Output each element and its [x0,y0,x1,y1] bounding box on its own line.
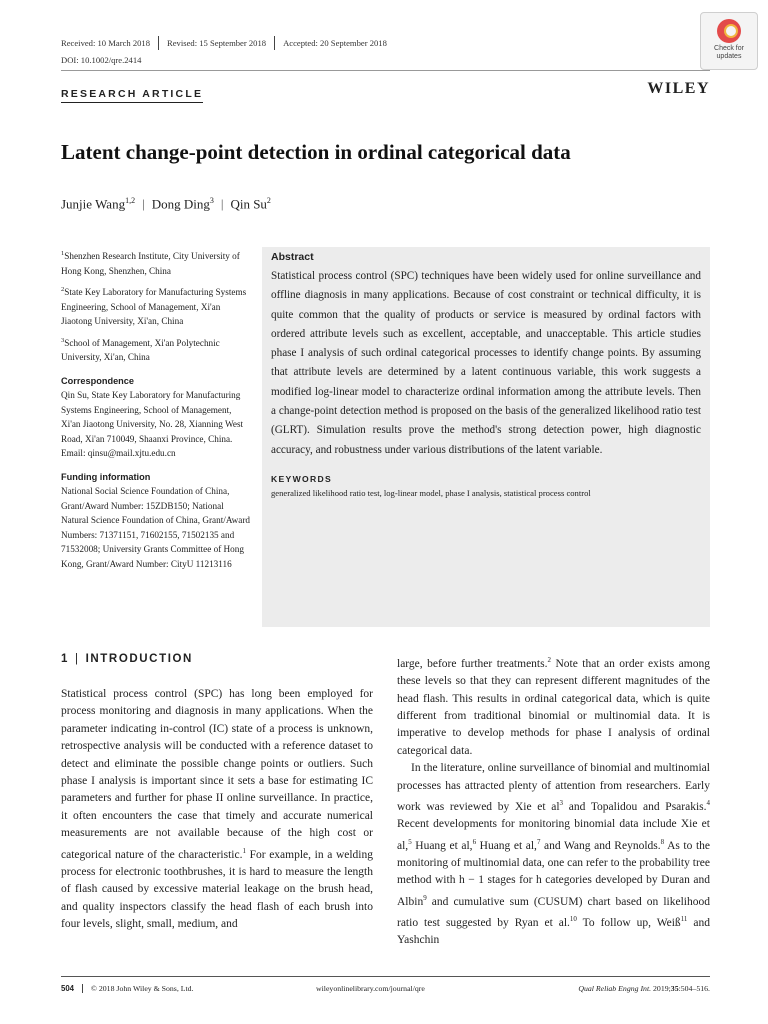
article-dates [61,36,403,50]
received-date: Received: 10 March 2018 [61,36,159,50]
abstract-box [262,247,710,627]
header-divider [61,70,710,71]
funding-text: National Social Science Foundation of China, Grant/Award Number: 15ZDB150; National Natural Science Foundation of China, Grant/Award Numbers: 71371151, 71602155, 71502135 and 71532008; University Grants Committee of Hong Kong, Grant/Award Number: CityU 11213116 [61,486,250,569]
author-name: Junjie Wang [61,196,126,212]
copyright: © 2018 John Wiley & Sons, Ltd. [91,984,194,993]
author-separator: | [142,196,145,212]
citation-ref[interactable]: 9 [423,893,427,902]
check-for-updates-label-2: updates [716,53,742,60]
sidebar-info [61,247,251,571]
correspondence-heading: Correspondence [61,375,135,386]
doi[interactable]: DOI: 10.1002/qre.2414 [61,55,142,65]
author-list [61,196,271,212]
footer-left [61,984,194,993]
citation-ref[interactable]: 1 [242,846,246,855]
journal-url[interactable]: wileyonlinelibrary.com/journal/qre [316,984,425,993]
citation-ref[interactable]: 5 [408,837,412,846]
citation-ref[interactable]: 10 [569,915,577,923]
author-affil-ref: 3 [209,196,214,205]
author-separator: | [220,196,224,212]
citation-ref[interactable]: 4 [706,799,710,808]
citation-ref[interactable]: 3 [559,799,564,808]
citation-ref[interactable]: 2 [547,656,551,664]
paragraph: Statistical process control (SPC) has long been employed for process monitoring and diagnosis in many applications. When the parameter indicating in-control (IC) state of a process is unknown, retrospective analysis will be conducted with a reference dataset to detect and eliminate the possible change points or outliers. Such phase I analysis is important since it sets a base for estimating IC parameters and further for phase II online surveillance. In practice, it often encounters the case that timely and accurate numerical measurements are not available because of the high cost or categorical nature of the characteristic.$^1$ For example, in a welding process for electronic toothbrushes, it is hard to measure the length of flash caused by excessive material leakage on the brush head, and quality inspectors classify the head flash of each brush into four levels, slight, small, medium, and [61,688,373,931]
abstract-heading: Abstract [271,251,314,263]
author-name: Qin Su [230,196,267,212]
section-title: INTRODUCTION [85,653,193,665]
publisher-logo: WILEY [647,80,710,97]
correspondence-text: Qin Su, State Key Laboratory for Manufacturing Systems Engineering, School of Management, Xi'an Jiaotong University, No. 28, Xianning West Road, Xi'an 710049, Shaanxi Province, China. Email: qinsu@mail.xjtu.edu.cn [61,390,244,459]
author-affil-ref: 1,2 [125,196,136,205]
article-type: RESEARCH ARTICLE [61,88,203,103]
paragraph: large, before further treatments.$^2$ Note that an order exists among these levels so that they can represent different magnitudes of the head flash. This results in ordinal categorical data, which is quite different from traditional binomial or multinomial data. It is imperative to develop methods for phase I analysis of ordinal categorical data. [397,656,710,757]
body-column-right [397,652,710,950]
revised-date: Revised: 15 September 2018 [167,36,275,50]
journal-citation: Qual Reliab Engng Int. 2019;35:504–516. [578,984,710,993]
check-for-updates-icon [717,19,741,43]
author-name: Dong Ding [151,196,210,212]
body-column-left [61,686,373,934]
affiliation: $^1$Shenzhen Research Institute, City University of Hong Kong, Shenzhen, China [61,250,240,276]
check-for-updates-badge[interactable] [700,12,758,70]
keywords-heading: KEYWORDS [271,473,333,484]
accepted-date: Accepted: 20 September 2018 [283,38,387,48]
paragraph: In the literature, online surveillance of binomial and multinomial processes has attracted plenty of attention from researchers. Early work was reviewed by Xie et $al^3$ and Topalidou and Psarakis.$^4$ Recent developments for monitoring binomial data include Xie et al,$^5$ Huang et al,$^6$ Huang et al,$^7$ and Wang and Reynolds.$^8$ As to the monitoring of multinomial data, one can refer to the probability tree method with h − 1 stages for h categories developed by Duran and Albin$^9$ and cumulative sum (CUSUM) chart based on likelihood ratio test suggested by Ryan et al.$^{10}$ To follow up, Weiß$^{11}$ and Yashchin [397,762,711,947]
citation-ref[interactable]: 7 [536,837,541,846]
section-number: 1 [61,653,69,665]
keywords-text: generalized likelihood ratio test, log-linear model, phase I analysis, statistical process control [271,487,591,498]
affiliation: $^3$School of Management, Xi'an Polytechnic University, Xi'an, China [61,336,220,363]
article-title: Latent change-point detection in ordinal categorical data [61,140,571,164]
page-number: 504 [61,984,83,993]
affiliation: $^2$State Key Laboratory for Manufacturing Systems Engineering, School of Management, Xi'an Jiaotong University, Xi'an, China [61,286,247,327]
check-for-updates-label-1: Check for [714,45,744,52]
section-heading: 1 | INTRODUCTION [61,653,193,665]
citation-ref[interactable]: 11 [680,915,688,923]
author-affil-ref: 2 [266,196,271,205]
funding-heading: Funding information [61,471,151,482]
abstract-text: Statistical process control (SPC) techniques have been widely used for online surveillance and offline diagnosis in many applications. Because of cost constraint or technical difficulty, it is quite common that the quality of products or service is measured by ordinal factors with ordered attribute levels such as excellent, acceptable, and unacceptable. This article studies phase I analysis of such ordinal categorical processes to identify change points. By assuming that attribute levels are determined by a latent continuous variable, this work suggests a modified log-linear model to characterize ordinal information among the attribute levels. Then a change-point detection method is proposed on the basis of the generalized likelihood ratio test (GLRT). Simulation results prove the method's strong detection power, high diagnostic accuracy, and robustness under various distributions of the latent variable. [271,270,701,456]
citation-ref[interactable]: 8 [660,837,665,846]
footer-divider [61,976,710,977]
citation-ref[interactable]: 6 [472,837,477,846]
